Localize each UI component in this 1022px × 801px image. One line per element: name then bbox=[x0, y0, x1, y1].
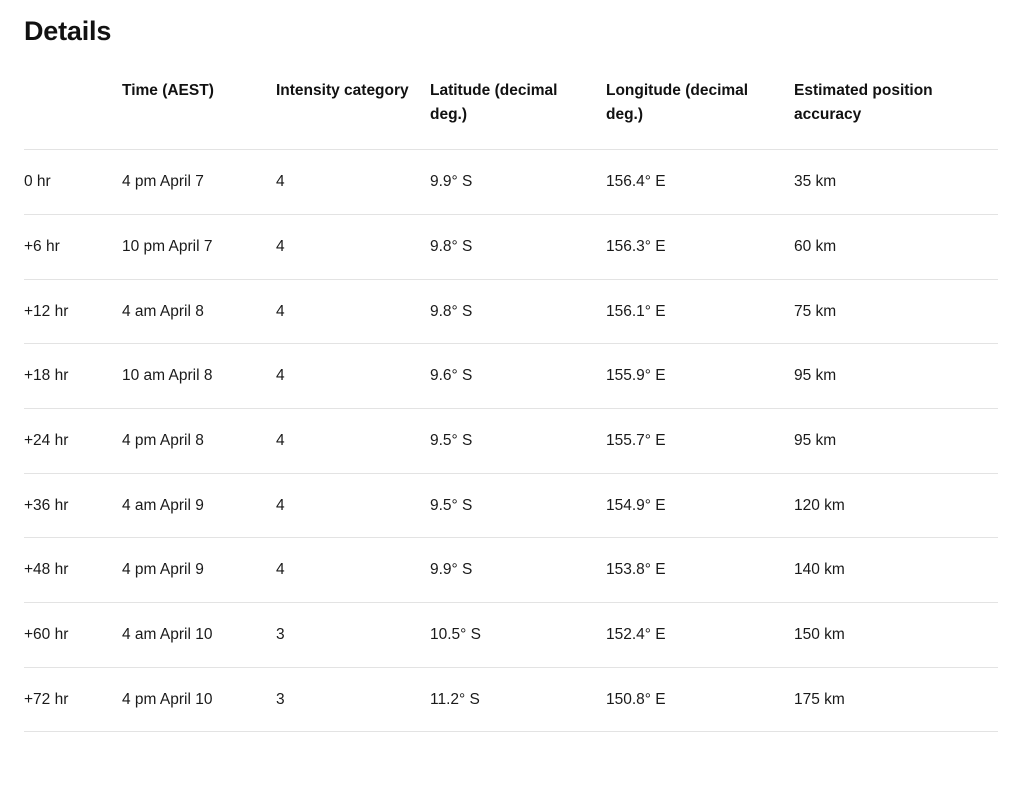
cell-latitude: 10.5° S bbox=[430, 602, 606, 667]
table-row bbox=[24, 538, 998, 603]
cell-offset: +72 hr bbox=[24, 667, 122, 732]
cell-accuracy: 75 km bbox=[794, 279, 998, 344]
cell-longitude: 154.9° E bbox=[606, 473, 794, 538]
cell-offset: 0 hr bbox=[24, 150, 122, 215]
cell-longitude: 156.4° E bbox=[606, 150, 794, 215]
cell-accuracy: 95 km bbox=[794, 408, 998, 473]
cell-latitude: 9.8° S bbox=[430, 214, 606, 279]
forecast-track-table bbox=[24, 79, 998, 732]
cell-accuracy: 95 km bbox=[794, 344, 998, 409]
cell-time: 4 pm April 7 bbox=[122, 150, 276, 215]
cell-offset: +60 hr bbox=[24, 602, 122, 667]
cell-longitude: 156.3° E bbox=[606, 214, 794, 279]
cell-offset: +18 hr bbox=[24, 344, 122, 409]
column-header-longitude: Longitude (decimal deg.) bbox=[606, 82, 749, 124]
cell-latitude: 9.6° S bbox=[430, 344, 606, 409]
cell-accuracy: 60 km bbox=[794, 214, 998, 279]
table-body bbox=[24, 150, 998, 732]
cell-offset: +36 hr bbox=[24, 473, 122, 538]
cell-latitude: 9.9° S bbox=[430, 150, 606, 215]
cell-time: 4 am April 10 bbox=[122, 602, 276, 667]
cell-latitude: 9.8° S bbox=[430, 279, 606, 344]
cell-accuracy: 140 km bbox=[794, 538, 998, 603]
cell-offset: +12 hr bbox=[24, 279, 122, 344]
cell-time: 4 am April 8 bbox=[122, 279, 276, 344]
column-header-time: Time (AEST) bbox=[122, 82, 214, 100]
cell-accuracy: 150 km bbox=[794, 602, 998, 667]
cell-intensity: 4 bbox=[276, 473, 430, 538]
cell-intensity: 4 bbox=[276, 408, 430, 473]
table-row bbox=[24, 602, 998, 667]
cell-intensity: 4 bbox=[276, 214, 430, 279]
cell-intensity: 4 bbox=[276, 150, 430, 215]
table-row bbox=[24, 667, 998, 732]
cell-intensity: 4 bbox=[276, 279, 430, 344]
cell-intensity: 3 bbox=[276, 602, 430, 667]
table-row bbox=[24, 214, 998, 279]
cell-time: 10 pm April 7 bbox=[122, 214, 276, 279]
cell-latitude: 9.5° S bbox=[430, 473, 606, 538]
table-row bbox=[24, 408, 998, 473]
cell-longitude: 155.9° E bbox=[606, 344, 794, 409]
column-header-latitude: Latitude (decimal deg.) bbox=[430, 82, 558, 124]
table-row bbox=[24, 279, 998, 344]
cell-time: 4 pm April 9 bbox=[122, 538, 276, 603]
table-header-row bbox=[24, 79, 998, 150]
table-row bbox=[24, 473, 998, 538]
cell-latitude: 9.9° S bbox=[430, 538, 606, 603]
page-title: Details bbox=[24, 16, 112, 46]
cell-offset: +24 hr bbox=[24, 408, 122, 473]
cell-longitude: 156.1° E bbox=[606, 279, 794, 344]
cell-longitude: 153.8° E bbox=[606, 538, 794, 603]
column-header-intensity-category: Intensity category bbox=[276, 82, 409, 100]
table-row bbox=[24, 150, 998, 215]
details-page bbox=[0, 14, 1022, 732]
column-header-estimated-position-accuracy: Estimated position accuracy bbox=[794, 82, 933, 124]
cell-accuracy: 120 km bbox=[794, 473, 998, 538]
table-header bbox=[24, 79, 998, 150]
cell-accuracy: 35 km bbox=[794, 150, 998, 215]
table-row bbox=[24, 344, 998, 409]
cell-time: 4 am April 9 bbox=[122, 473, 276, 538]
cell-latitude: 9.5° S bbox=[430, 408, 606, 473]
cell-longitude: 150.8° E bbox=[606, 667, 794, 732]
cell-time: 10 am April 8 bbox=[122, 344, 276, 409]
cell-intensity: 4 bbox=[276, 538, 430, 603]
cell-offset: +6 hr bbox=[24, 214, 122, 279]
cell-time: 4 pm April 8 bbox=[122, 408, 276, 473]
cell-intensity: 3 bbox=[276, 667, 430, 732]
column-header-offset bbox=[24, 79, 122, 150]
cell-time: 4 pm April 10 bbox=[122, 667, 276, 732]
cell-accuracy: 175 km bbox=[794, 667, 998, 732]
cell-longitude: 155.7° E bbox=[606, 408, 794, 473]
cell-offset: +48 hr bbox=[24, 538, 122, 603]
cell-latitude: 11.2° S bbox=[430, 667, 606, 732]
cell-longitude: 152.4° E bbox=[606, 602, 794, 667]
cell-intensity: 4 bbox=[276, 344, 430, 409]
